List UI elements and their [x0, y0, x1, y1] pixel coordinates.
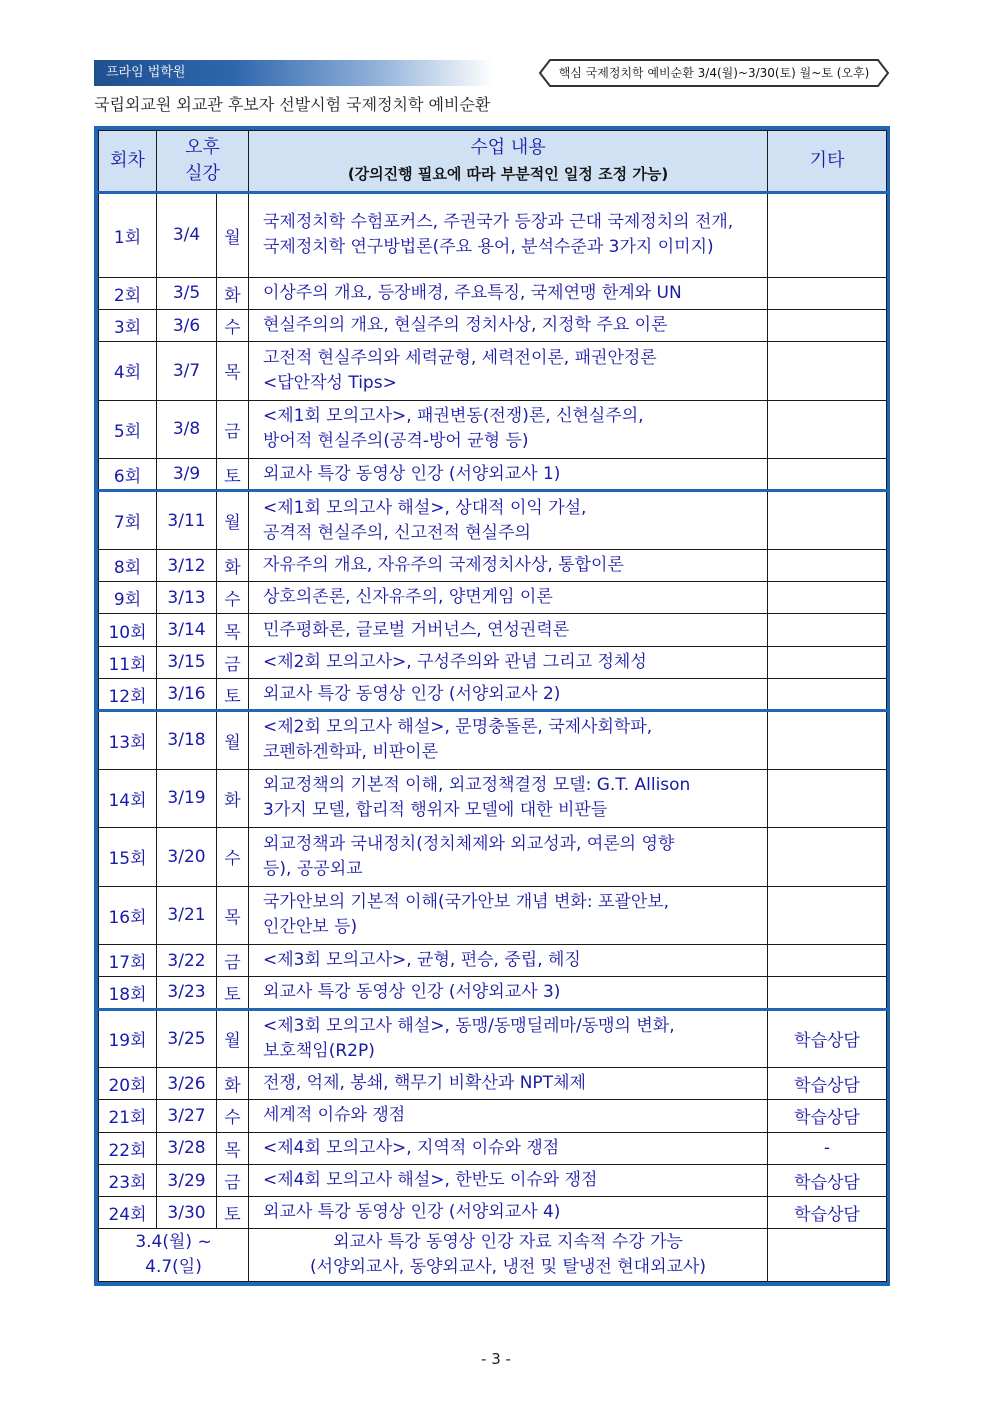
brand-banner — [94, 60, 494, 86]
schedule-table — [98, 130, 887, 1282]
table-row: 12회 3/16 토 외교사 특강 동영상 인강 (서양외교사 2) — [99, 678, 887, 710]
table-row: 15회 3/20 수 외교정책과 국내정치(정치체제와 외교성과, 여론의 영향 등), 공공외교 — [99, 828, 887, 886]
schedule-table-frame — [94, 126, 890, 1286]
page-number: - 3 - — [481, 1350, 511, 1368]
table-row: 10회 3/14 목 민주평화론, 글로벌 거버넌스, 연성권력론 — [99, 614, 887, 646]
table-row: 8회 3/12 화 자유주의 개요, 자유주의 국제정치사상, 통합이론 — [99, 549, 887, 581]
table-row: 23회 3/29 금 <제4회 모의고사 해설>, 한반도 이슈와 쟁점 학습상담 — [99, 1164, 887, 1196]
header-etc: 기타 — [768, 131, 887, 193]
table-row: 6회 3/9 토 외교사 특강 동영상 인강 (서양외교사 1) — [99, 459, 887, 491]
table-row: 19회 3/25 월 <제3회 모의고사 해설>, 동맹/동맹딜레마/동맹의 변화, 보호책임(R2P) 학습상담 — [99, 1009, 887, 1067]
table-row: 4회 3/7 목 고전적 현실주의와 세력균형, 세력전이론, 패권안정론 <답안작성 Tips> — [99, 342, 887, 400]
table-row: 20회 3/26 화 전쟁, 억제, 봉쇄, 핵무기 비확산과 NPT체제 학습상담 — [99, 1068, 887, 1100]
table-row-period: 3.4(월) ~ 4.7(일) 외교사 특강 동영상 인강 자료 지속적 수강 가능 (서양외교사, 동양외교사, 냉전 및 탈냉전 현대외교사) — [99, 1229, 887, 1282]
table-row: 13회 3/18 월 <제2회 모의고사 해설>, 문명충돌론, 국제사회학파, 코펜하겐학파, 비판이론 — [99, 711, 887, 769]
header-content: 수업 내용 (강의진행 필요에 따라 부분적인 일정 조정 가능) — [249, 131, 768, 193]
table-row: 17회 3/22 금 <제3회 모의고사>, 균형, 편승, 중립, 헤징 — [99, 945, 887, 977]
table-row: 9회 3/13 수 상호의존론, 신자유주의, 양면게임 이론 — [99, 582, 887, 614]
table-row: 18회 3/23 토 외교사 특강 동영상 인강 (서양외교사 3) — [99, 977, 887, 1009]
table-row: 21회 3/27 수 세계적 이슈와 쟁점 학습상담 — [99, 1100, 887, 1132]
table-row: 16회 3/21 목 국가안보의 기본적 이해(국가안보 개념 변화: 포괄안보, 인간안보 등) — [99, 886, 887, 944]
table-row: 11회 3/15 금 <제2회 모의고사>, 구성주의와 관념 그리고 정체성 — [99, 646, 887, 678]
table-row: 14회 3/19 화 외교정책의 기본적 이해, 외교정책결정 모델: G.T. Allison 3가지 모델, 합리적 행위자 모델에 대한 비판들 — [99, 769, 887, 827]
table-row: 24회 3/30 토 외교사 특강 동영상 인강 (서양외교사 4) 학습상담 — [99, 1197, 887, 1229]
table-row: 3회 3/6 수 현실주의의 개요, 현실주의 정치사상, 지정학 주요 이론 — [99, 309, 887, 341]
table-row: 5회 3/8 금 <제1회 모의고사>, 패권변동(전쟁)론, 신현실주의, 방어적 현실주의(공격-방어 균형 등) — [99, 400, 887, 458]
table-row: 22회 3/28 목 <제4회 모의고사>, 지역적 이슈와 쟁점 - — [99, 1132, 887, 1164]
course-badge — [538, 58, 890, 88]
course-badge-text: 핵심 국제정치학 예비순환 3/4(월)~3/30(토) 월~토 (오후) — [558, 66, 870, 80]
table-row: 1회 3/4 월 국제정치학 수험포커스, 주권국가 등장과 근대 국제정치의 전개, 국제정치학 연구방법론(주요 용어, 분석수준과 3가지 이미지) — [99, 193, 887, 278]
table-row: 2회 3/5 화 이상주의 개요, 등장배경, 주요특징, 국제연맹 한계와 UN — [99, 277, 887, 309]
table-row: 7회 3/11 월 <제1회 모의고사 해설>, 상대적 이익 가설, 공격적 현실주의, 신고전적 현실주의 — [99, 491, 887, 549]
brand-name: 프라임 법학원 — [106, 65, 186, 80]
header-session: 회차 — [99, 131, 157, 193]
page-subtitle: 국립외교원 외교관 후보자 선발시험 국제정치학 예비순환 — [94, 95, 491, 114]
header-time: 오후 실강 — [157, 131, 249, 193]
